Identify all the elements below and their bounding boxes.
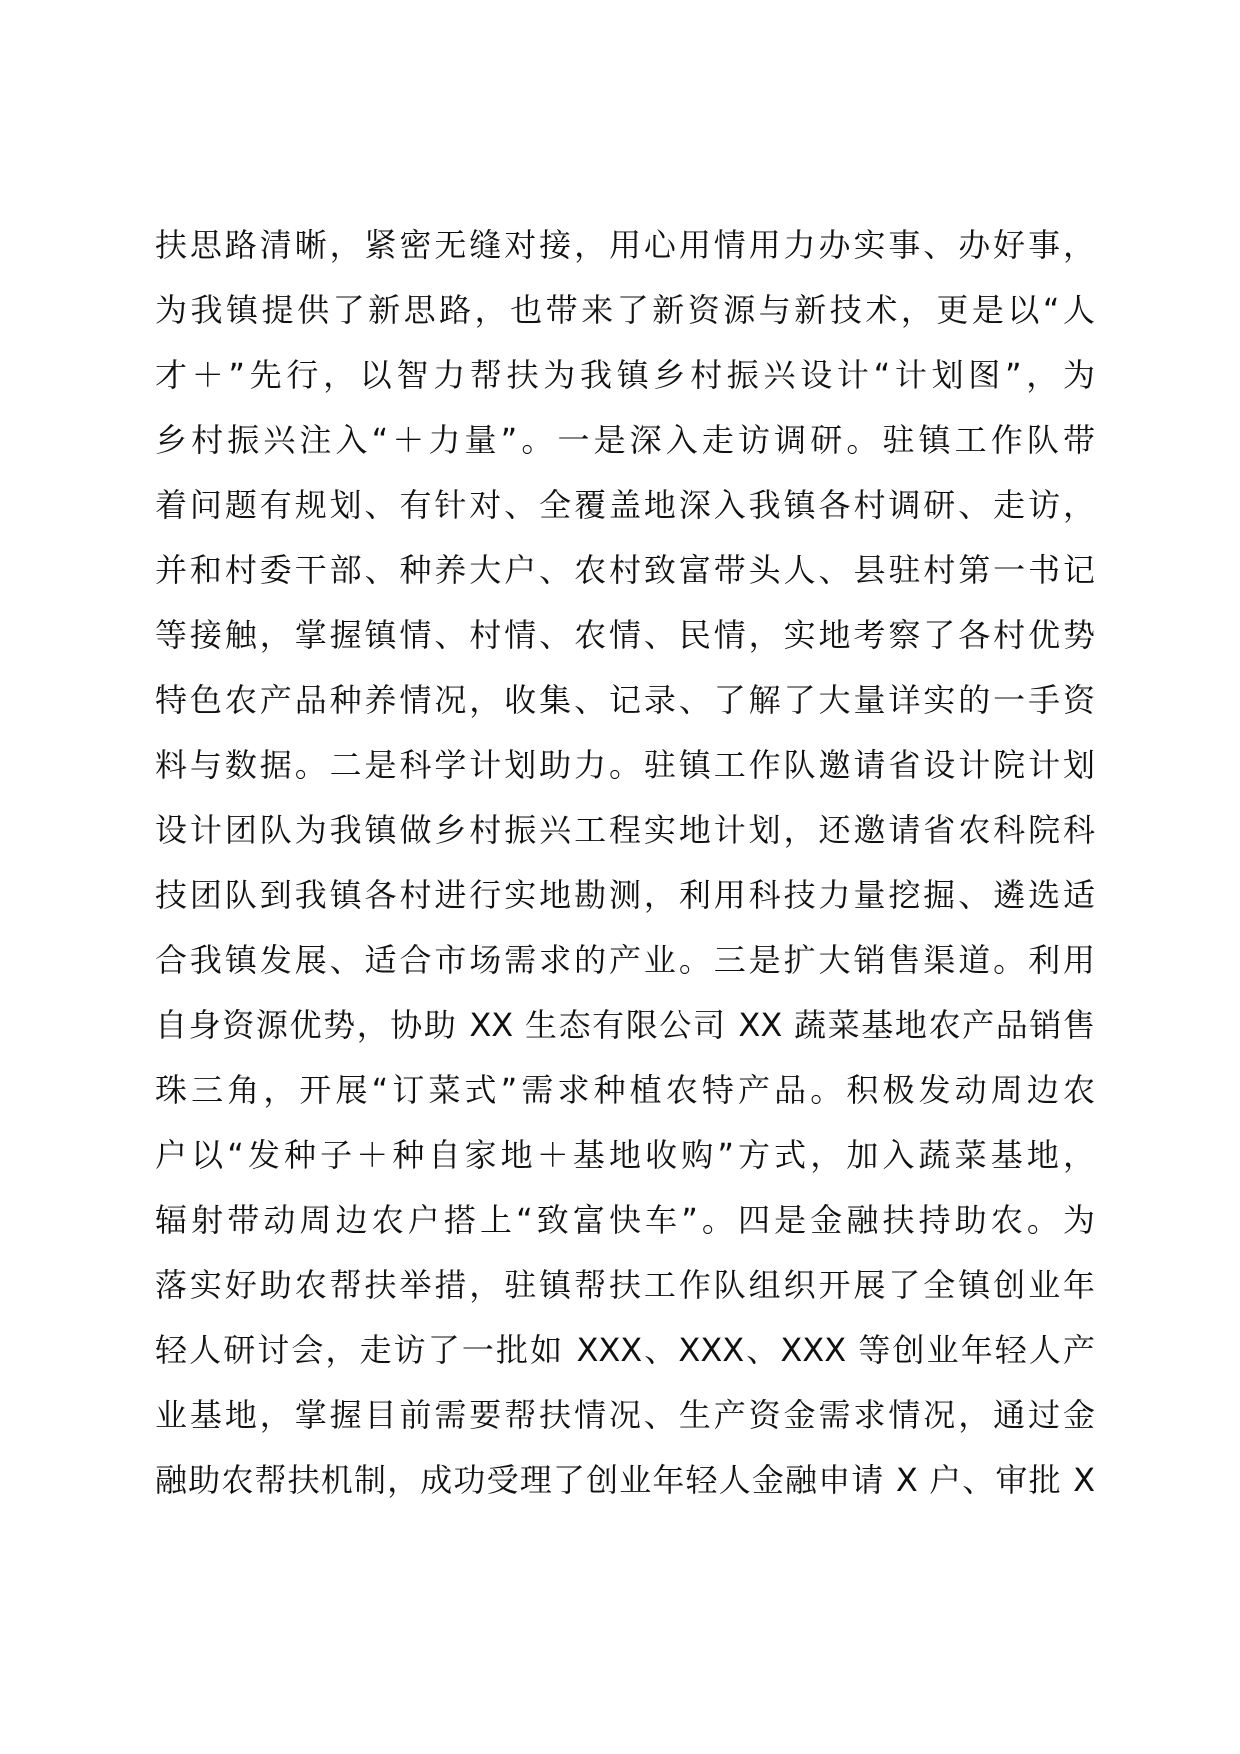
text-line: 落实好助农帮扶举措，驻镇帮扶工作队组织开展了全镇创业年 <box>155 1266 1095 1304</box>
text-line: 才＋”先行，以智力帮扶为我镇乡村振兴设计“计划图”，为 <box>155 356 1095 394</box>
text-line: 乡村振兴注入“＋力量”。一是深入走访调研。驻镇工作队带 <box>155 421 1095 459</box>
text-line: 着问题有规划、有针对、全覆盖地深入我镇各村调研、走访， <box>155 486 1095 524</box>
text-line: 轻人研讨会，走访了一批如 XXX、XXX、XXX 等创业年轻人产 <box>155 1331 1095 1369</box>
text-line: 珠三角，开展“订菜式”需求种植农特产品。积极发动周边农 <box>155 1071 1095 1109</box>
text-line: 并和村委干部、种养大户、农村致富带头人、县驻村第一书记 <box>155 551 1095 589</box>
text-line: 为我镇提供了新思路，也带来了新资源与新技术，更是以“人 <box>155 291 1095 329</box>
text-line: 特色农产品种养情况，收集、记录、了解了大量详实的一手资 <box>155 681 1095 719</box>
text-line: 等接触，掌握镇情、村情、农情、民情，实地考察了各村优势 <box>155 616 1095 654</box>
text-line: 业基地，掌握目前需要帮扶情况、生产资金需求情况，通过金 <box>155 1396 1095 1434</box>
text-line: 扶思路清晰，紧密无缝对接，用心用情用力办实事、办好事， <box>155 226 1095 264</box>
text-line: 辐射带动周边农户搭上“致富快车”。四是金融扶持助农。为 <box>155 1201 1095 1239</box>
text-line: 融助农帮扶机制，成功受理了创业年轻人金融申请 X 户、审批 X <box>155 1461 1095 1499</box>
text-line: 设计团队为我镇做乡村振兴工程实地计划，还邀请省农科院科 <box>155 811 1095 849</box>
text-line: 户以“发种子＋种自家地＋基地收购”方式，加入蔬菜基地， <box>155 1136 1095 1174</box>
text-line: 自身资源优势，协助 XX 生态有限公司 XX 蔬菜基地农产品销售 <box>155 1006 1095 1044</box>
text-line: 料与数据。二是科学计划助力。驻镇工作队邀请省设计院计划 <box>155 746 1095 784</box>
text-line: 技团队到我镇各村进行实地勘测，利用科技力量挖掘、遴选适 <box>155 876 1095 914</box>
body-paragraph <box>155 213 1095 1513</box>
text-line: 合我镇发展、适合市场需求的产业。三是扩大销售渠道。利用 <box>155 941 1095 979</box>
